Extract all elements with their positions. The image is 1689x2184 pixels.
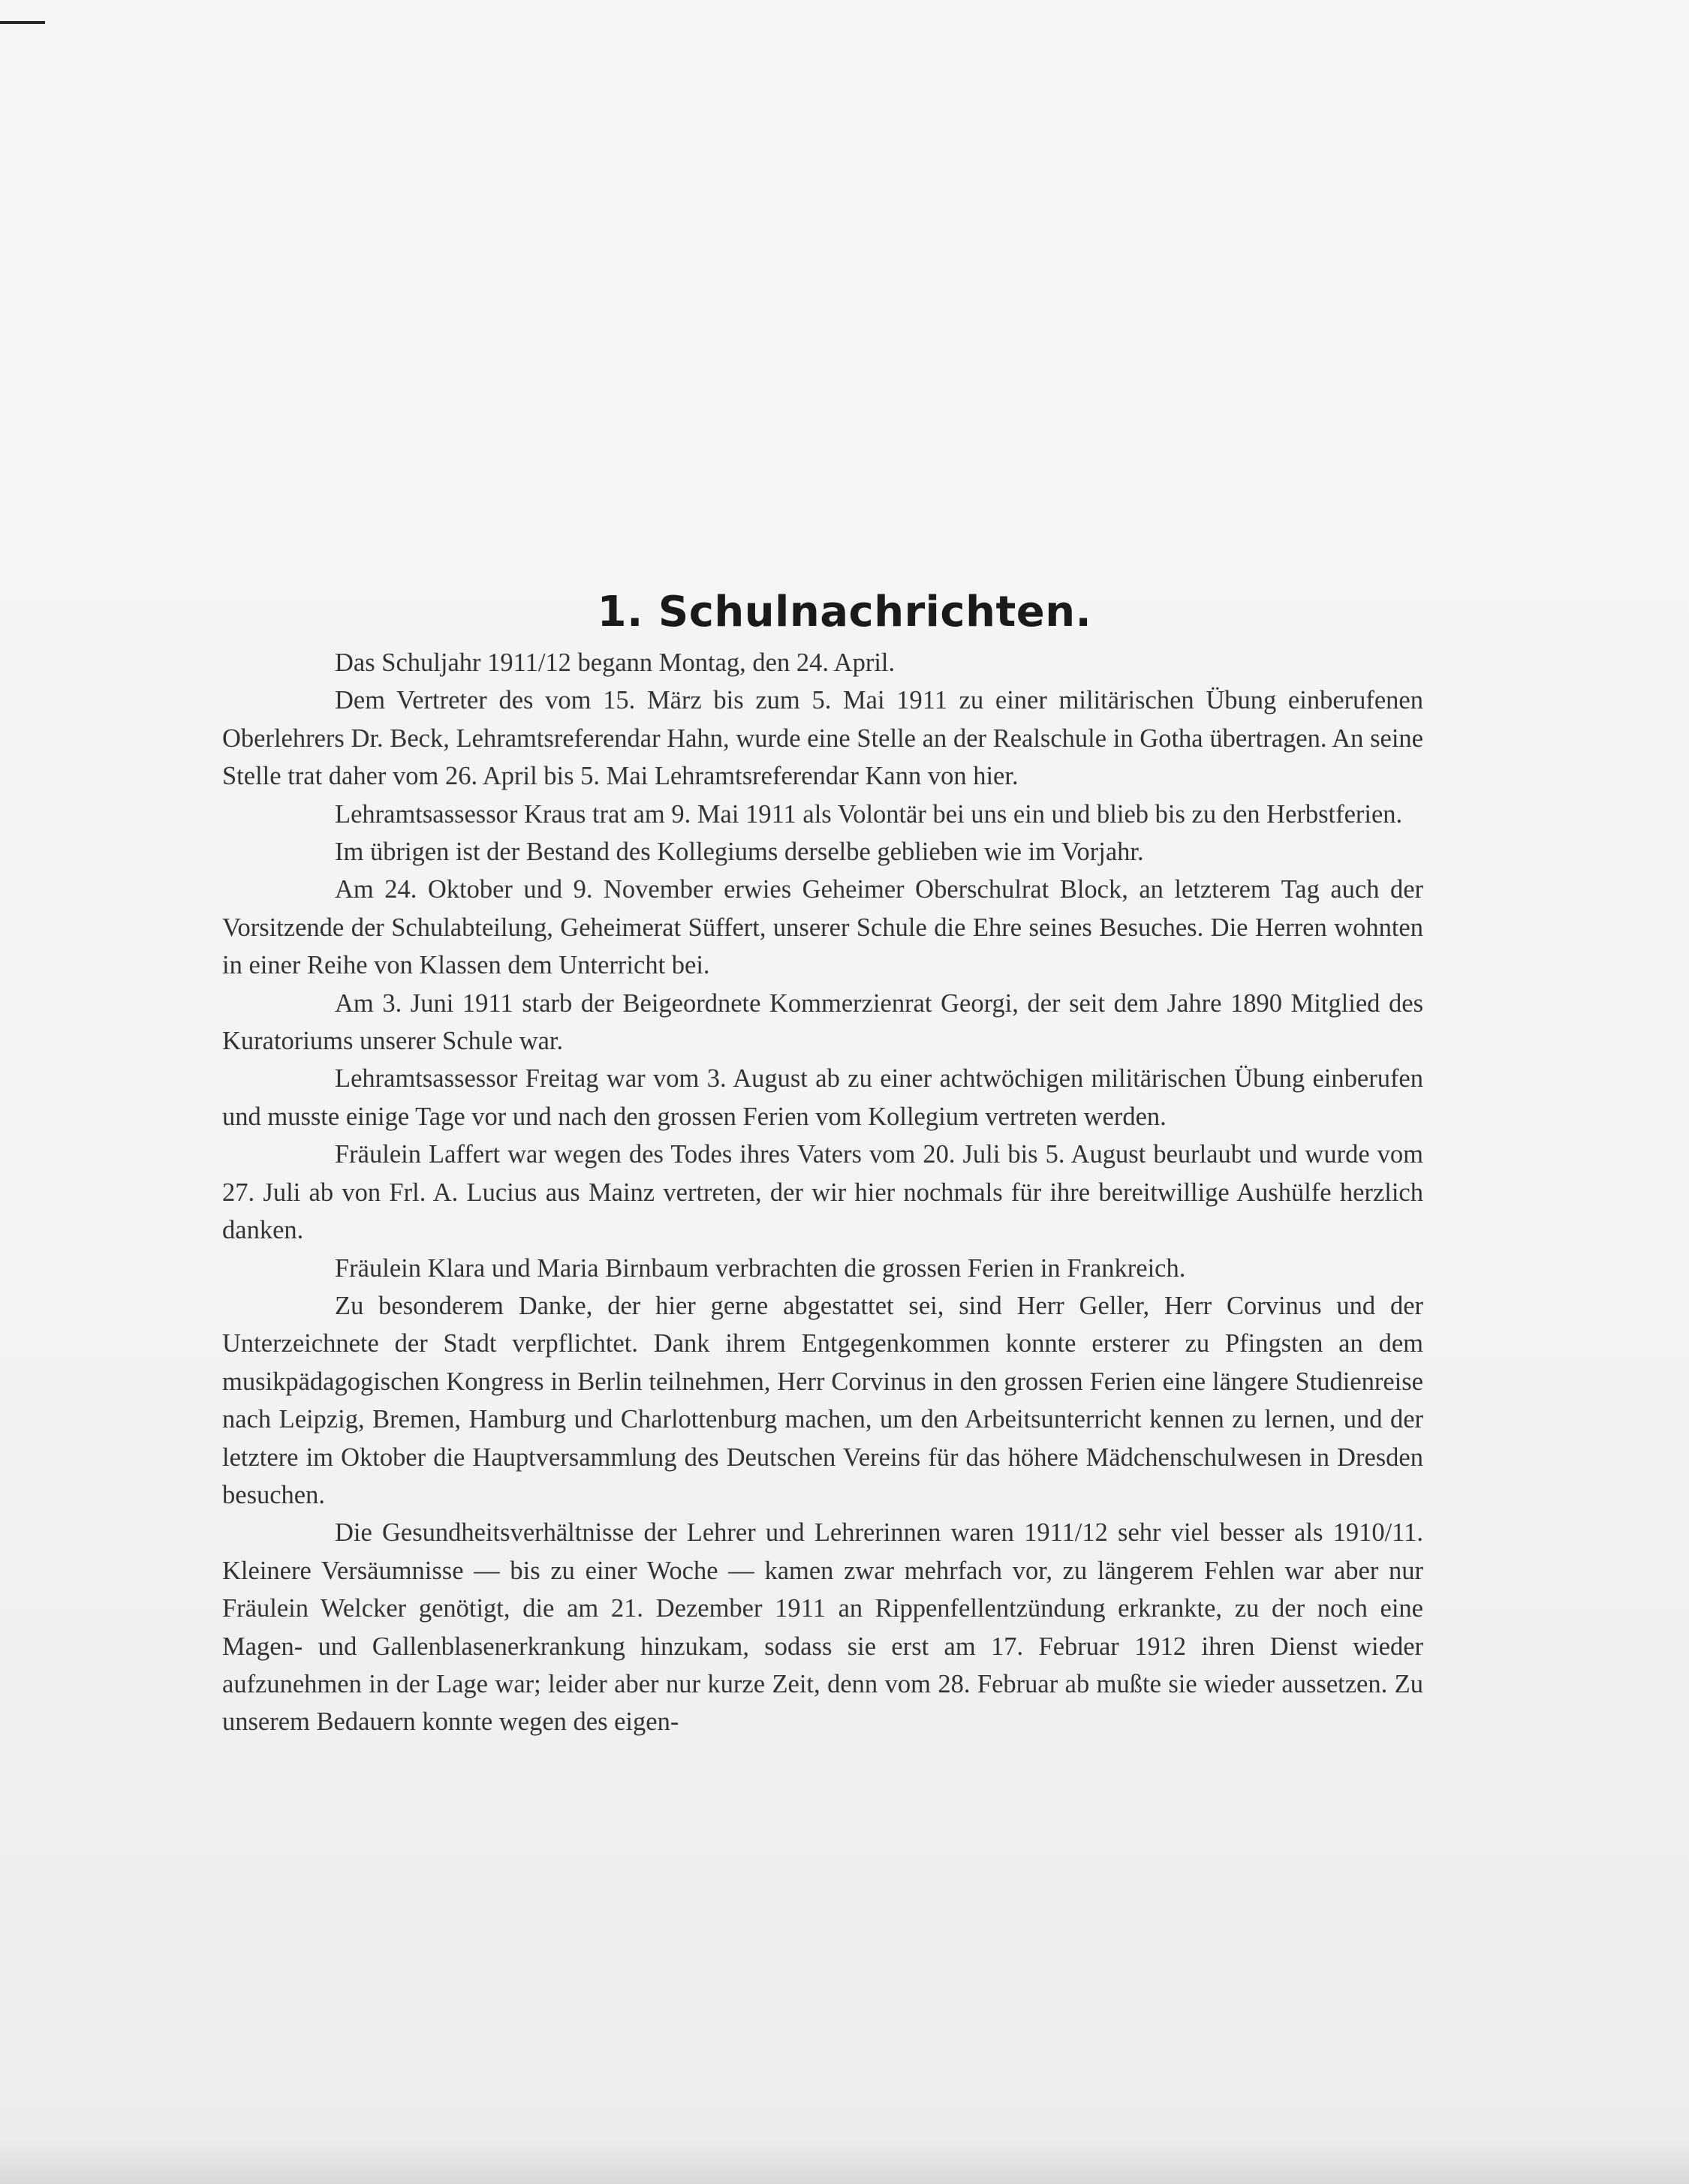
paragraph-obituary: Am 3. Juni 1911 starb der Beigeordnete Kommerzienrat Georgi, der seit dem Jahre 1890 Mitglied des Kuratoriums unserer Schule war.	[222, 988, 1423, 1056]
paragraph-thanks: Zu besonderem Danke, der hier gerne abgestattet sei, sind Herr Geller, Herr Corvinus und der Unterzeichnete der Stadt verpflichtet. Dank ihrem Entgegenkommen konnte ersterer zu Pfingsten an dem musikpädagogischen Kongress in Berlin teilnehmen, Herr Corvinus in den grossen Ferien eine längere Studienreise nach Leipzig, Bremen, Hamburg und Charlottenburg machen, um den Arbeitsunterricht kennen zu lernen, und der letztere im Oktober die Hauptversammlung des Deutschen Vereins für das höhere Mädchenschulwesen in Dresden besuchen.	[222, 1291, 1423, 1509]
page-bottom-shadow	[0, 2139, 1689, 2184]
paragraph-holidays-france: Fräulein Klara und Maria Birnbaum verbrachten die grossen Ferien in Frankreich.	[335, 1253, 1186, 1283]
paragraph-military-exercise: Lehramtsassessor Freitag war vom 3. August ab zu einer achtwöchigen militärischen Übung einberufen und musste einige Tage vor und nach den grossen Ferien vom Kollegium vertreten werden.	[222, 1064, 1423, 1131]
paragraph-leave-of-absence: Fräulein Laffert war wegen des Todes ihres Vaters vom 20. Juli bis 5. August beurlaubt und wurde vom 27. Juli ab von Frl. A. Lucius aus Mainz vertreten, der wir hier nochmals für ihre bereitwillige Aushülfe herzlich danken.	[222, 1140, 1423, 1245]
paragraph-health: Die Gesundheitsverhältnisse der Lehrer und Lehrerinnen waren 1911/12 sehr viel besser als 1910/11. Kleinere Versäumnisse — bis zu einer Woche — kamen zwar mehrfach vor, zu längerem Fehlen war aber nur Fräulein Welcker genötigt, die am 21. Dezember 1911 an Rippenfellentzündung erkrankte, zu der noch eine Magen- und Gallenblasenerkrankung hinzukam, sodass sie erst am 17. Februar 1912 ihren Dienst wieder aufzunehmen in der Lage war; leider aber nur kurze Zeit, denn vom 28. Februar ab mußte sie wieder aussetzen. Zu unserem Bedauern konnte wegen des eigen-	[222, 1518, 1423, 1737]
body-text	[222, 644, 1423, 1741]
paragraph-school-year-start: Das Schuljahr 1911/12 begann Montag, den 24. April.	[335, 648, 896, 677]
page-title: 1. Schulnachrichten.	[597, 587, 1092, 636]
paragraph-staff-unchanged: Im übrigen ist der Bestand des Kollegiums derselbe geblieben wie im Vorjahr.	[335, 838, 1144, 867]
scan-edge-mark	[0, 21, 45, 24]
paragraph-substitute-teacher: Dem Vertreter des vom 15. März bis zum 5. Mai 1911 zu einer militärischen Übung einberufenen Oberlehrers Dr. Beck, Lehramtsreferendar Hahn, wurde eine Stelle an der Realschule in Gotha übertragen. An seine Stelle trat daher vom 26. April bis 5. Mai Lehramtsreferendar Kann von hier.	[222, 686, 1423, 791]
paragraph-official-visit: Am 24. Oktober und 9. November erwies Geheimer Oberschulrat Block, an letzterem Tag auch der Vorsitzende der Schulabteilung, Geheimerat Süffert, unserer Schule die Ehre seines Besuches. Die Herren wohnten in einer Reihe von Klassen dem Unterricht bei.	[222, 875, 1423, 980]
paragraph-volunteer: Lehramtsassessor Kraus trat am 9. Mai 1911 als Volontär bei uns ein und blieb bis zu den Herbstferien.	[335, 799, 1403, 829]
